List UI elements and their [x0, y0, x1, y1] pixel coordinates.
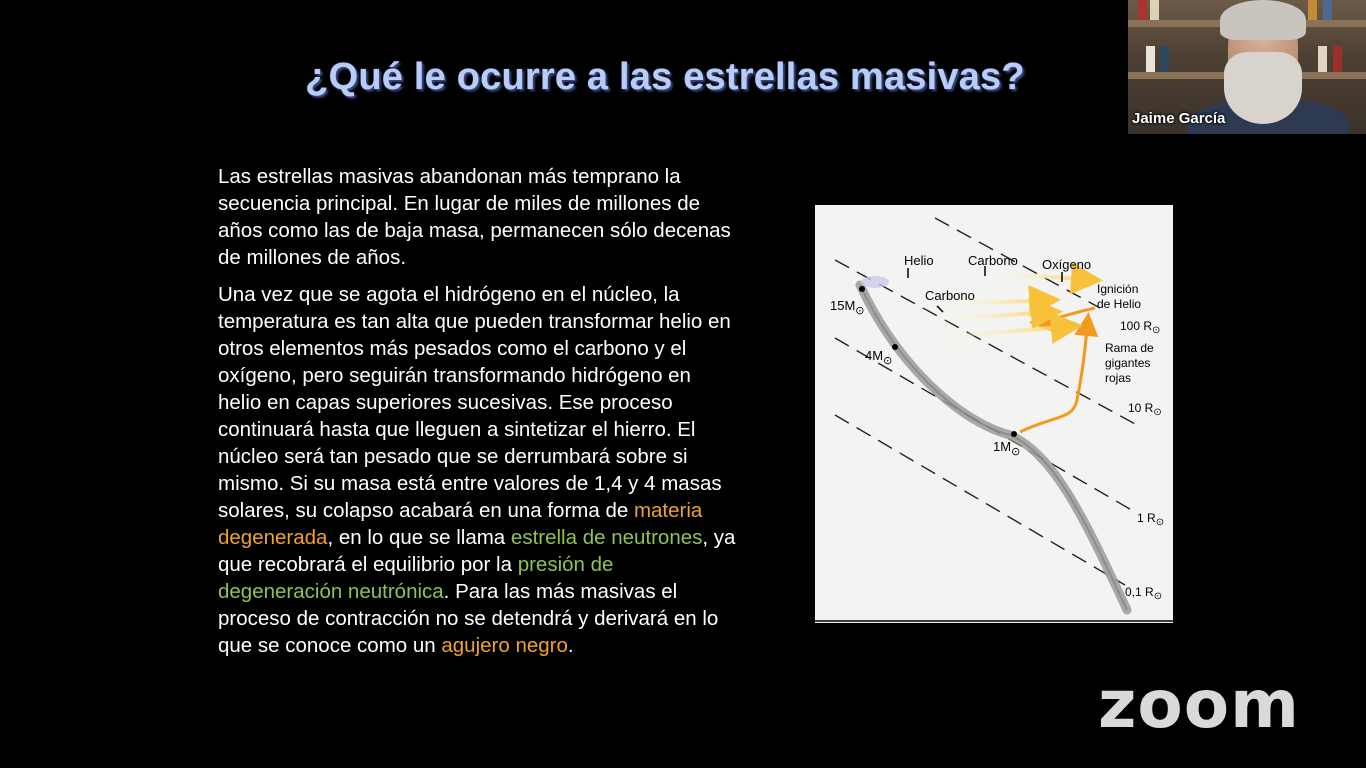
participant-beard [1224, 52, 1302, 124]
zoom-watermark-logo: zoom [1098, 666, 1300, 743]
label-oxigeno: Oxígeno [1042, 257, 1092, 272]
y-ticks [805, 268, 815, 592]
radius-label-10: 10 $R_⊙$ [1128, 401, 1162, 418]
label-ignicion-2: de Helio [1097, 297, 1142, 311]
star-label-4m: $4M_⊙$ [865, 348, 893, 367]
paragraph-2-part-4: . Para las más masivas el proceso de contracción no se detendrá y derivará en lo que se conoce como un [218, 580, 719, 657]
star-dot-4m [892, 344, 898, 350]
star-dot-15m [859, 286, 865, 292]
hot-star-glow [861, 276, 889, 288]
book [1308, 0, 1317, 20]
label-ignicion-1: Ignición [1097, 282, 1139, 296]
highlight-presion-degeneracion: presión de degeneración neutrónica [218, 553, 614, 603]
y-axis-label: Luminosidad (Sol=1) [757, 335, 773, 465]
paragraph-2-part-5: . [567, 634, 574, 657]
x-tick-3000: 3000 [1092, 630, 1122, 645]
star-label-15m: $15M_⊙$ [830, 298, 865, 317]
paragraph-2-part-3: , ya que recobrará el equilibrio por la [218, 526, 736, 576]
label-rama-1: Rama de [1105, 341, 1154, 355]
highlight-agujero-negro: agujero negro [441, 634, 568, 657]
radius-label-1: 1 $R_⊙$ [1137, 511, 1165, 528]
participant-name-label: Jaime García [1132, 110, 1226, 127]
book [1150, 0, 1159, 20]
x-axis-label: Temperatura superficial (K) [882, 653, 1064, 670]
participant-hair [1220, 0, 1306, 40]
radius-label-0-1: 0,1 $R_⊙$ [1125, 585, 1163, 602]
y-tick-0-0001: 0,0001 [761, 585, 801, 600]
y-tick-0-01: 0,01 [775, 511, 801, 526]
book [1146, 46, 1155, 72]
slide-title: ¿Qué le ocurre a las estrellas masivas? [305, 56, 1025, 98]
star-dot-1m [1011, 431, 1017, 437]
paragraph-2-part-2: , en lo que se llama [327, 526, 511, 549]
book [1160, 46, 1169, 72]
x-tick-10000: 10000 [896, 630, 934, 645]
slide-body-text [218, 163, 738, 669]
label-carbono-mid: Carbono [925, 288, 975, 303]
star-label-1m: $1M_⊙$ [993, 439, 1021, 458]
paragraph-2-part-1: Una vez que se agota el hidrógeno en el núcleo, la temperatura es tan alta que pueden transformar helio en otros elementos más pesados como el carbono y el oxígeno, pero seguirán transformando hidrógeno en helio en capas superiores sucesivas. Ese proceso continuará hasta que lleguen a sintetizar el hierro. El núcleo será tan pesado que se derrumbará sobre si mismo. Si su masa está entre valores de 1,4 y 4 masas solares, su colapso acabará en una forma de [218, 283, 731, 522]
label-rama-2: gigantes [1105, 356, 1151, 370]
label-helio: Helio [904, 253, 934, 268]
hr-diagram [755, 200, 1185, 680]
book [1323, 0, 1332, 20]
book [1333, 46, 1342, 72]
book [1318, 46, 1327, 72]
label-carbono-top: Carbono [968, 253, 1018, 268]
highlight-materia-degenerada: materia degenerada [218, 499, 703, 549]
x-tick-6000: 6000 [996, 630, 1026, 645]
paragraph-2 [218, 281, 738, 659]
label-rama-3: rojas [1105, 371, 1132, 385]
radius-label-100: 100 $R_⊙$ [1120, 319, 1161, 336]
y-tick-100: 100 [779, 343, 801, 358]
y-tick-1: 1 [793, 430, 801, 445]
highlight-estrella-de-neutrones: estrella de neutrones [510, 526, 703, 549]
book [1138, 0, 1147, 20]
paragraph-1: Las estrellas masivas abandonan más temprano la secuencia principal. En lugar de miles de millones de años como las de baja masa, permanecen sólo decenas de millones de años. [218, 165, 731, 269]
x-axis-arrow [793, 617, 801, 625]
y-tick-10000: 10000 [764, 261, 801, 276]
x-tick-30000: 30000 [802, 630, 840, 645]
